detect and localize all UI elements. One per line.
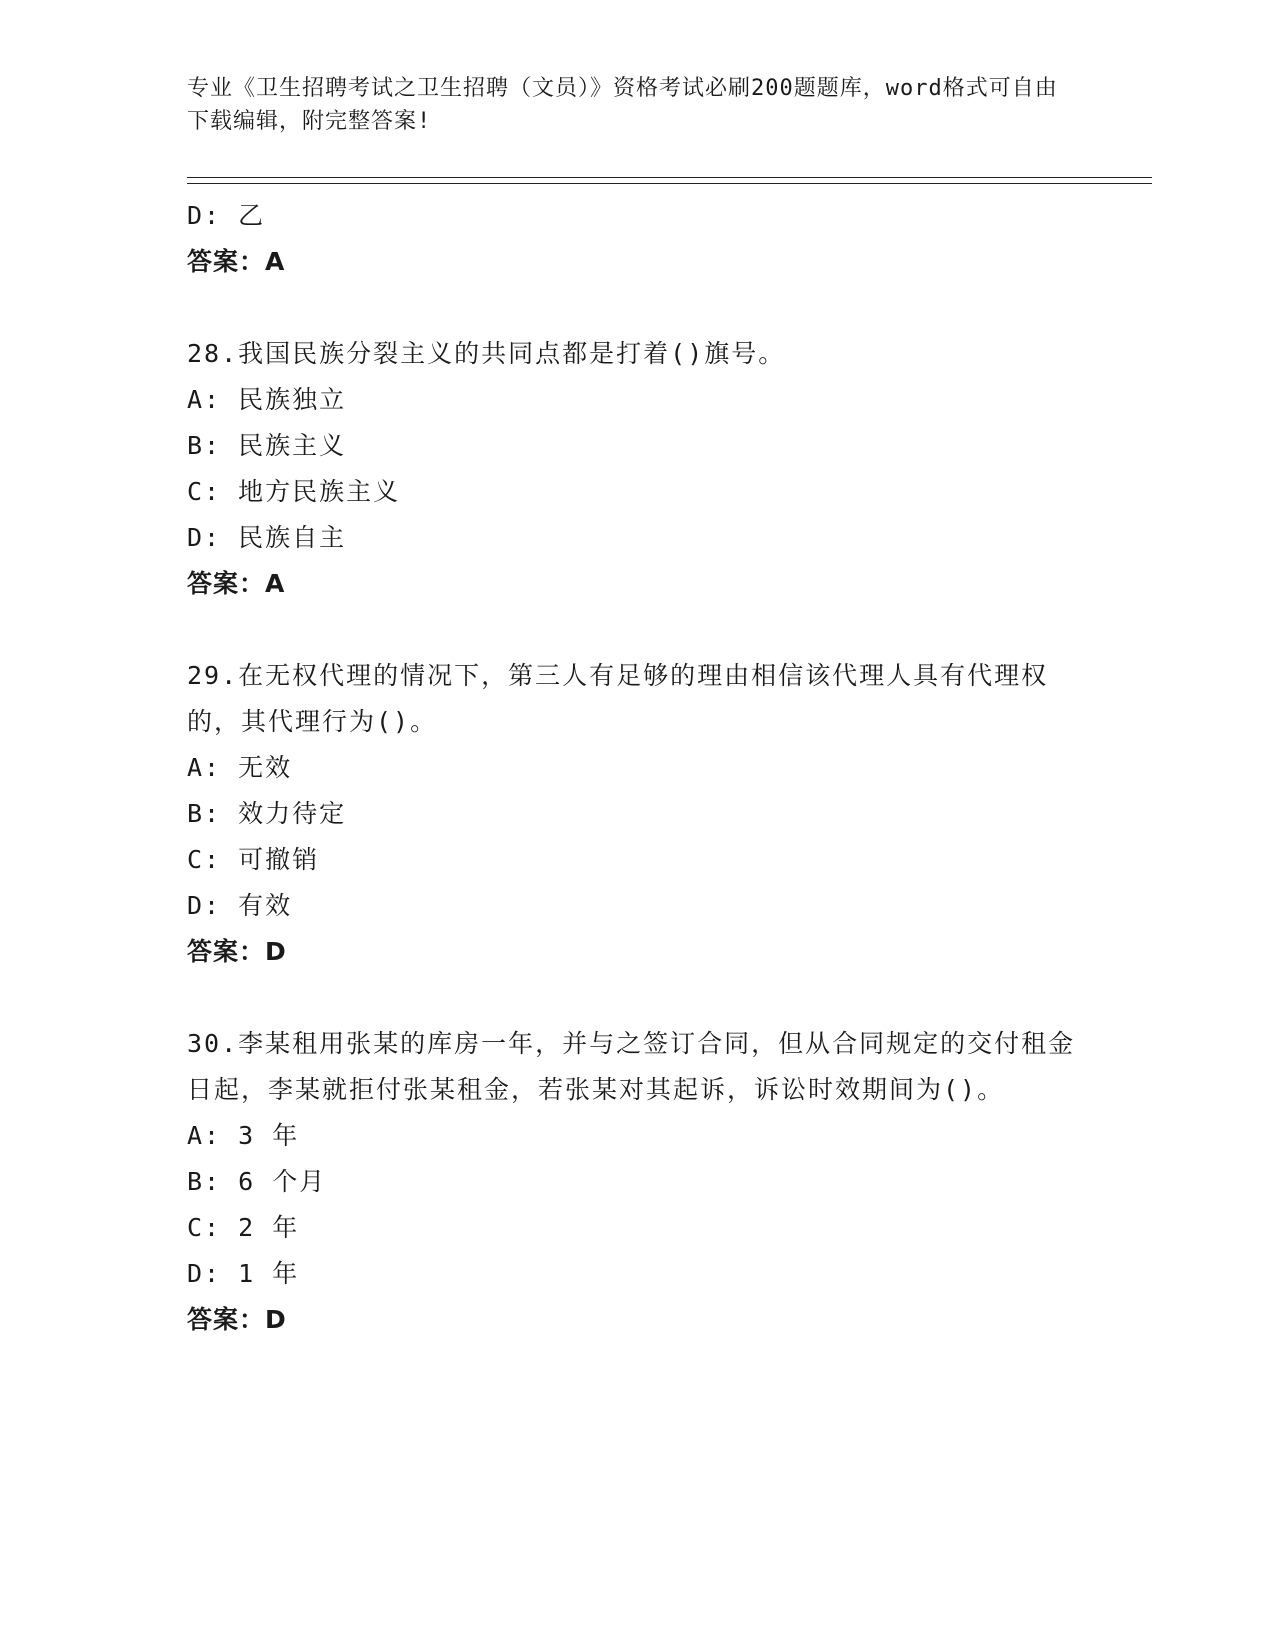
document-body (187, 193, 1087, 1343)
question-stem: 29.在无权代理的情况下，第三人有足够的理由相信该代理人具有代理权的，其代理行为()。 (187, 661, 1049, 736)
option-d: D: 民族自主 (187, 523, 347, 552)
prev-answer: 答案：A (187, 247, 286, 276)
spacer (187, 607, 1087, 653)
answer: 答案：A (187, 569, 286, 598)
option-a: A: 民族独立 (187, 385, 347, 414)
option-c: C: 2 年 (187, 1213, 300, 1242)
question-29 (187, 653, 1087, 975)
header-divider-top (187, 177, 1152, 178)
option-b: B: 6 个月 (187, 1167, 327, 1196)
prev-option-d: D: 乙 (187, 201, 266, 230)
option-b: B: 效力待定 (187, 799, 347, 828)
spacer (187, 285, 1087, 331)
question-28 (187, 331, 1087, 607)
option-a: A: 无效 (187, 753, 293, 782)
answer: 答案：D (187, 937, 287, 966)
option-d: D: 1 年 (187, 1259, 300, 1288)
document-header: 专业《卫生招聘考试之卫生招聘（文员）》资格考试必刷200题题库，word格式可自由下载编辑，附完整答案! (187, 76, 1058, 134)
question-30 (187, 1021, 1087, 1343)
question-stem: 28.我国民族分裂主义的共同点都是打着()旗号。 (187, 339, 786, 368)
option-b: B: 民族主义 (187, 431, 347, 460)
header-divider-bottom (187, 183, 1152, 184)
answer: 答案：D (187, 1305, 287, 1334)
option-c: C: 地方民族主义 (187, 477, 401, 506)
question-stem: 30.李某租用张某的库房一年，并与之签订合同，但从合同规定的交付租金日起，李某就拒付张某租金，若张某对其起诉，诉讼时效期间为()。 (187, 1029, 1076, 1104)
option-d: D: 有效 (187, 891, 293, 920)
option-c: C: 可撤销 (187, 845, 320, 874)
option-a: A: 3 年 (187, 1121, 300, 1150)
spacer (187, 975, 1087, 1021)
